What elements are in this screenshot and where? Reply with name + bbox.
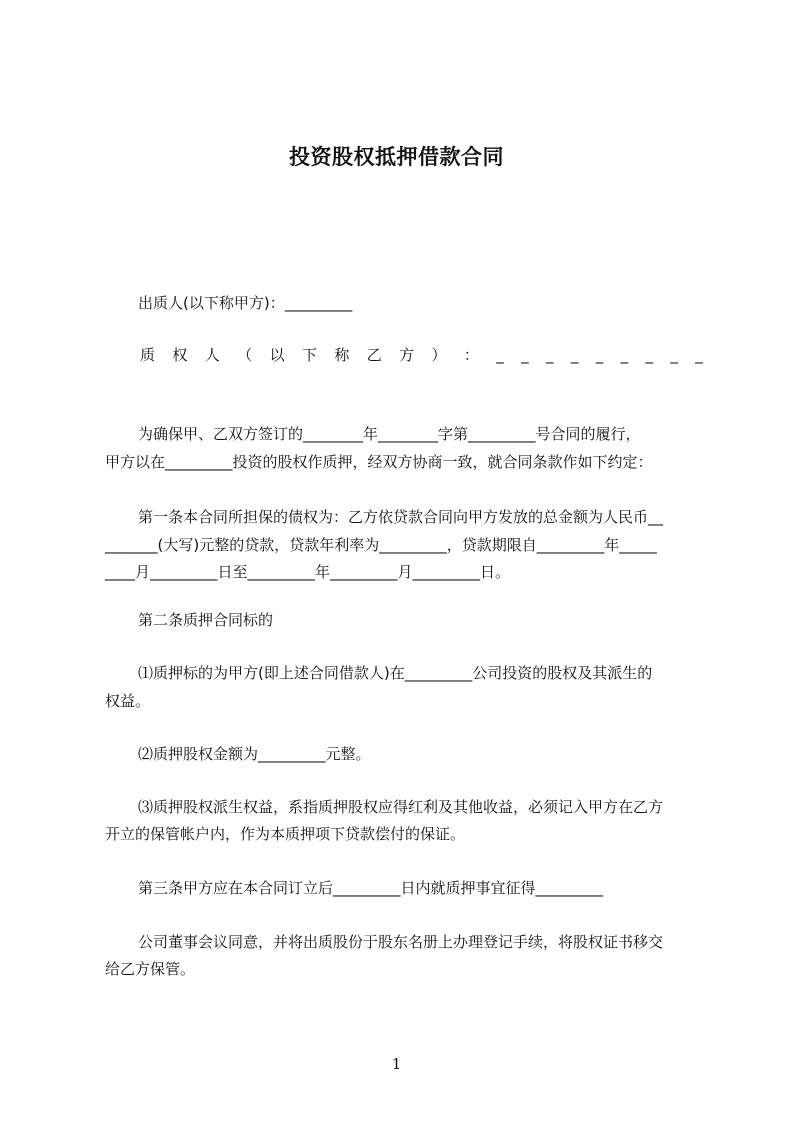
pledgee-blank: _ <box>670 346 678 364</box>
pledgee-blank: _ <box>595 346 604 364</box>
article-3-continuation: 公司董事会议同意，并将出质股份于股东名册上办理登记手续，将股权证书移交 <box>138 933 664 951</box>
article-1-line: 第一条本合同所担保的债权为：乙方依贷款合同向甲方发放的总金额为人民币__ <box>138 508 664 526</box>
pledgee-char: 人 <box>204 346 220 364</box>
paragraph-line: 甲方以在_________投资的股权作质押，经双方协商一致，就合同条款作如下约定： <box>105 453 653 471</box>
pledgee-blank: _ <box>570 346 579 364</box>
article-1-line: ____月_________日至_________年_________月_________日。 <box>105 563 511 581</box>
pledgee-char: 下 <box>301 346 317 364</box>
paragraph-line: 为确保甲、乙双方签订的________年________字第_________号合同的履行， <box>138 425 641 443</box>
pledgee-line <box>140 344 703 366</box>
pledgee-char: 称 <box>334 346 350 364</box>
article-3-line: 第三条甲方应在本合同订立后_________日内就质押事宜征得_________ <box>138 879 604 897</box>
pledgee-char: 权 <box>172 346 188 364</box>
article-3-continuation: 给乙方保管。 <box>105 960 196 978</box>
document-title: 投资股权抵押借款合同 <box>289 145 504 169</box>
item-2-line: ⑵质押股权金额为_________元整。 <box>138 745 371 763</box>
pledgee-blank: _ <box>521 346 529 364</box>
pledgee-char: 以 <box>269 346 285 364</box>
item-3-line: 开立的保管帐户内，作为本质押项下贷款偿付的保证。 <box>105 825 466 843</box>
item-1-line: 权益。 <box>105 692 151 710</box>
item-3-line: ⑶质押股权派生权益，系指质押股权应得红利及其他收益，必须记入甲方在乙方 <box>138 798 664 816</box>
pledgee-char: 乙 <box>366 346 382 364</box>
pledgee-char: ） <box>431 346 447 364</box>
pledgor-line: 出质人(以下称甲方)：_________ <box>138 294 353 312</box>
item-1-line: ⑴质押标的为甲方(即上述合同借款人)在_________公司投资的股权及其派生的 <box>138 664 653 682</box>
article-2-heading: 第二条质押合同标的 <box>138 611 274 629</box>
pledgee-blank: _ <box>546 346 554 364</box>
pledgee-char: ： <box>463 346 479 364</box>
pledgee-blank: _ <box>620 346 629 364</box>
article-1-line: _______(大写)元整的贷款，贷款年利率为_________，贷款期限自_________年_____ <box>105 536 657 554</box>
pledgee-char: （ <box>237 346 253 364</box>
pledgee-char: 方 <box>399 346 415 364</box>
pledgee-blank: _ <box>695 346 703 364</box>
pledgee-blank: _ <box>645 346 654 364</box>
pledgee-char: 质 <box>140 346 156 364</box>
pledgee-blank: _ <box>496 346 504 364</box>
page-number: 1 <box>391 1055 402 1073</box>
